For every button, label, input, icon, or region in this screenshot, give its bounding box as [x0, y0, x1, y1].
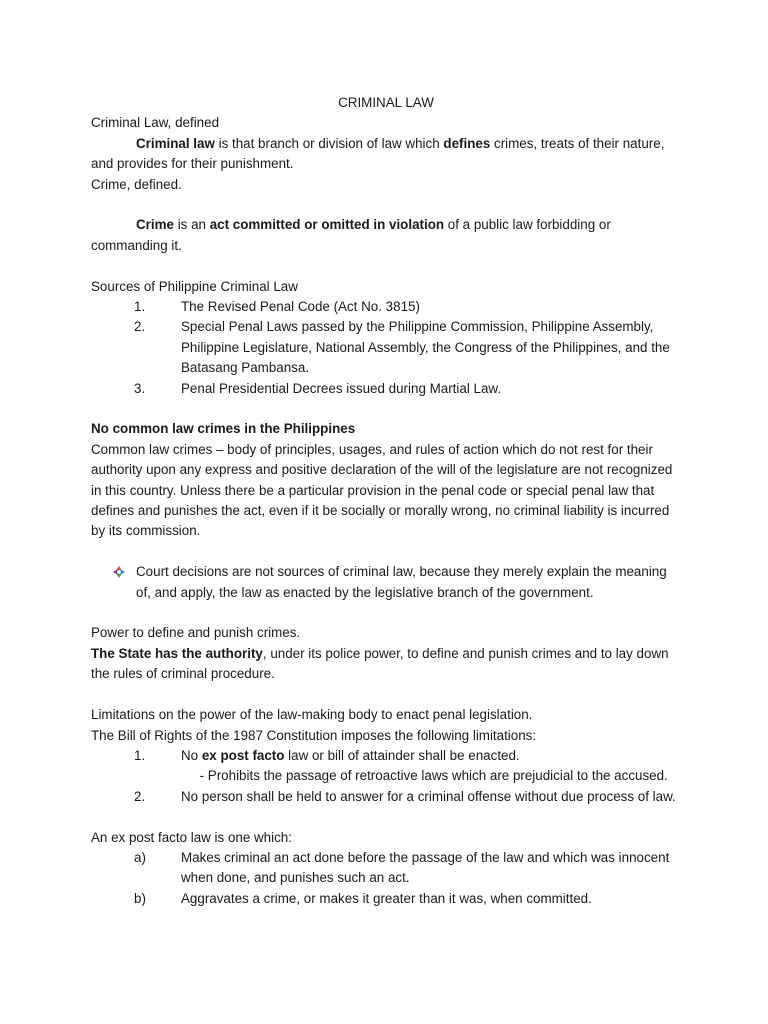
power-paragraph: The State has the authority, under its police power, to define and punish crimes and to lay down the rules of criminal procedure.: [91, 645, 669, 682]
document-body: [91, 93, 681, 909]
term-crime: Crime: [136, 217, 174, 233]
term-defines: defines: [443, 135, 491, 151]
section-heading-sources: Sources of Philippine Criminal Law: [91, 278, 298, 294]
list-item: 2. Special Penal Laws passed by the Philippine Commission, Philippine Assembly, Philippine Legislature, National Assembly, the Congress of the Philippines, and the Batasang Pambansa.: [134, 319, 670, 376]
section-heading-criminal-law: Criminal Law, defined: [91, 115, 220, 131]
section-heading-crime: Crime, defined.: [91, 176, 182, 192]
limitation-sub-note: - Prohibits the passage of retroactive laws which are prejudicial to the accused.: [199, 768, 668, 784]
ex-post-facto-list: [91, 848, 681, 909]
section-heading-common-law: No common law crimes in the Philippines: [91, 421, 356, 437]
criminal-law-definition: Criminal law is that branch or division of law which defines crimes, treats of their nature, and provides for their punishment.: [91, 135, 665, 172]
section-heading-power: Power to define and punish crimes.: [91, 625, 301, 641]
list-item: 3. Penal Presidential Decrees issued during Martial Law.: [134, 380, 502, 396]
sources-list: [91, 297, 681, 399]
term-act-committed: act committed or omitted in violation: [209, 217, 445, 233]
list-item: b) Aggravates a crime, or makes it greater than it was, when committed.: [134, 890, 592, 906]
document-title: CRIMINAL LAW: [338, 95, 434, 110]
list-item: 1. No ex post facto law or bill of attainder shall be enacted.: [134, 747, 520, 763]
four-color-arrow-bullet-icon: [113, 566, 125, 578]
common-law-paragraph: Common law crimes – body of principles, usages, and rules of action which do not rest for their authority upon any express and positive declaration of the will of the legislature are not recognized in this country. Unless there be a particular provision in the penal code or special penal law that defines and punishes the act, even if it be socially or morally wrong, no criminal liability is incurred by its commission.: [91, 441, 673, 539]
list-item: a) Makes criminal an act done before the passage of the law and which was innocent when done, and punishes such an act.: [134, 849, 670, 886]
list-item: 1. The Revised Penal Code (Act No. 3815): [134, 299, 420, 315]
term-criminal-law: Criminal law: [136, 135, 215, 151]
court-decisions-bullet: Court decisions are not sources of criminal law, because they merely explain the meaning of, and apply, the law as enacted by the legislative branch of the government.: [91, 562, 681, 603]
section-heading-ex-post-facto: An ex post facto law is one which:: [91, 829, 292, 845]
section-heading-limitations: Limitations on the power of the law-making body to enact penal legislation.: [91, 707, 533, 723]
limitations-list: [91, 746, 681, 766]
bill-of-rights-line: The Bill of Rights of the 1987 Constitution imposes the following limitations:: [91, 727, 537, 743]
crime-definition: Crime is an act committed or omitted in violation of a public law forbidding or commanding it.: [91, 217, 611, 253]
list-item: 2. No person shall be held to answer for a criminal offense without due process of law.: [134, 788, 676, 804]
